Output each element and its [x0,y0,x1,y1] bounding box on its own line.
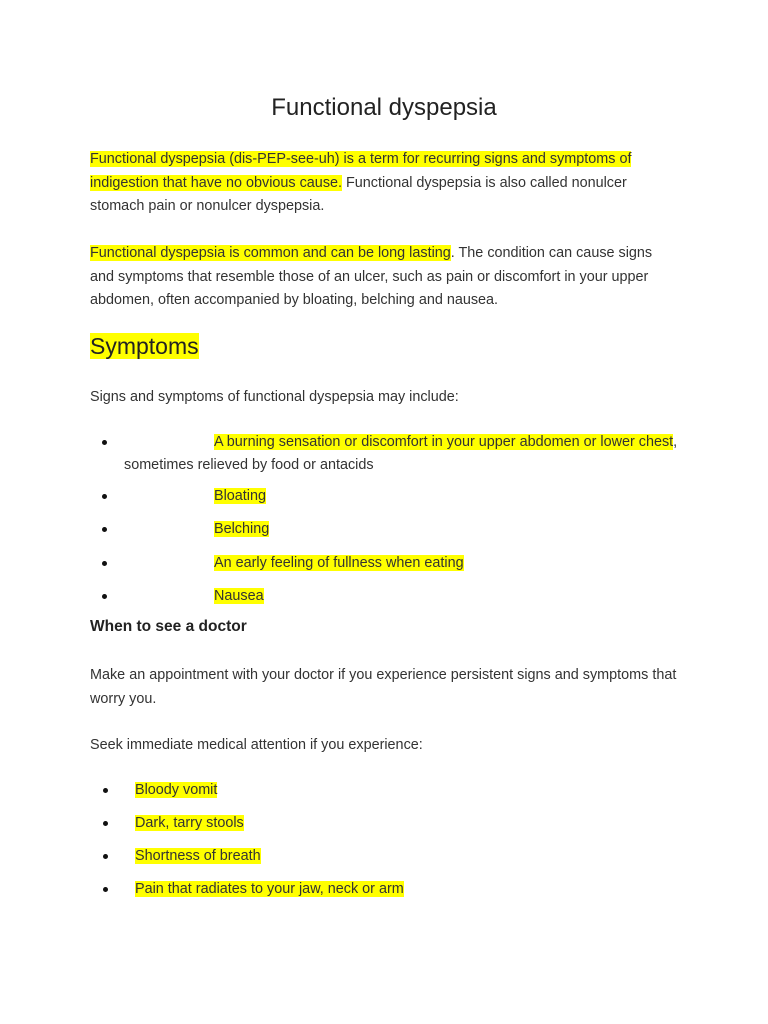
symptom-1-plain: , sometimes relieved by food or antacids [124,434,678,473]
symptom-5-highlighted: Nausea [214,588,264,604]
bullet-icon [102,440,107,445]
doctor-heading: When to see a doctor [90,618,247,635]
doctor-text: Make an appointment with your doctor if you experience persistent signs and symptoms that worry you. [90,667,677,707]
symptoms-heading-text: Symptoms [90,333,199,359]
bullet-icon [103,854,108,859]
urgent-text [135,878,404,901]
bullet-icon [102,561,107,566]
urgent-4-highlighted: Pain that radiates to your jaw, neck or arm [135,881,404,897]
urgent-2-highlighted: Dark, tarry stools [135,815,244,831]
symptom-text [124,431,680,476]
urgent-1-highlighted: Bloody vomit [135,782,218,798]
intro-1-plain-text: Functional dyspepsia is also called nonulcer stomach pain or nonulcer dyspepsia. [90,174,627,214]
urgent-item-1 [90,779,680,802]
urgent-item-3 [90,845,680,868]
urgent-text [135,812,244,835]
symptoms-heading [90,330,199,362]
urgent-item-4 [90,878,680,901]
symptom-text [214,552,464,575]
bullet-icon [102,594,107,599]
symptom-text [214,585,264,608]
symptom-item-3 [90,518,680,541]
bullet-icon [103,788,108,793]
intro-paragraph-2 [90,242,680,313]
symptom-4-highlighted: An early feeling of fullness when eating [214,555,464,571]
intro-1-highlighted-text: Functional dyspepsia (dis-PEP-see-uh) is a term for recurring signs and symptoms of indigestion that have no obvious cause. [90,151,632,191]
symptom-1-highlighted: A burning sensation or discomfort in your upper abdomen or lower chest [214,434,674,450]
symptom-text [214,518,269,541]
bullet-icon [103,821,108,826]
symptoms-intro: Signs and symptoms of functional dyspepsia may include: [90,389,459,405]
page-title: Functional dyspepsia [271,94,497,121]
symptom-2-highlighted: Bloating [214,488,267,504]
urgent-item-2 [90,812,680,835]
bullet-icon [102,494,107,499]
intro-2-plain-text: . The condition can cause signs and symptoms that resemble those of an ulcer, such as pain or discomfort in your upper abdomen, often accompanied by bloating, belching and nausea. [90,245,653,308]
urgent-intro: Seek immediate medical attention if you experience: [90,737,423,753]
symptom-item-1 [90,431,680,477]
urgent-3-highlighted: Shortness of breath [135,848,261,864]
symptom-item-4 [90,552,680,575]
bullet-icon [103,887,108,892]
symptom-3-highlighted: Belching [214,521,270,537]
urgent-text [135,779,217,802]
urgent-text [135,845,261,868]
symptom-text [214,485,266,508]
intro-paragraph-1 [90,148,680,219]
intro-2-highlighted-text: Functional dyspepsia is common and can be long lasting [90,245,451,261]
bullet-icon [102,527,107,532]
symptom-item-5 [90,585,680,608]
symptom-item-2 [90,485,680,508]
